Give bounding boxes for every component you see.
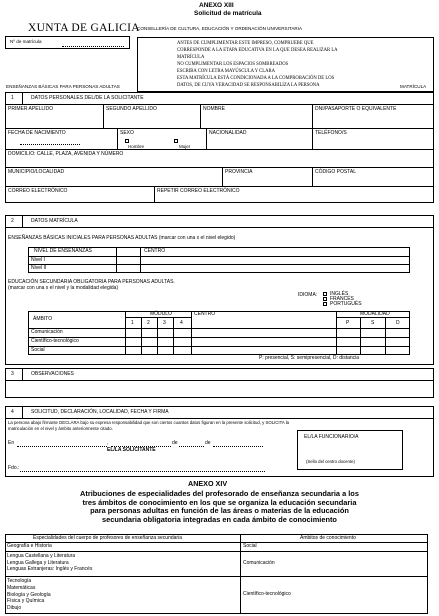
nivel-1-checkbox[interactable] [117, 257, 139, 264]
form-title: Solicitud de matrícula [194, 10, 262, 17]
conselleria-label: CONSELLERÍA DE CULTURA, EDUCACIÓN Y ORDENACIÓN UNIVERSITARIA [137, 26, 303, 31]
annex-xiv-col1-header: Especialidades del cuerpo de profesores de enseñanza secundaria [33, 535, 182, 541]
segundo-apellido-field[interactable]: SEGUNDO APELLIDO [106, 106, 157, 112]
domicilio-field[interactable]: DOMICILIO: CALLE, PLAZA, AVENIDA Y NÚMERO [8, 151, 124, 157]
frances-label: FRANCÉS [330, 296, 354, 302]
primer-apellido-field[interactable]: PRIMER APELLIDO [8, 106, 54, 112]
table-row-2-specs: Lengua Castellana y Literatura Lengua Gallega y Literatura Lenguas Extranjeras: Inglés y Francés [7, 553, 93, 572]
matricula-number-label: Nº de matrícula [10, 39, 42, 44]
frances-checkbox[interactable] [323, 297, 327, 301]
portugues-label: PORTUGUÉS [330, 301, 362, 307]
table-row-1-spec: Geografía e Historia [7, 543, 52, 549]
modalidad-p: P [346, 320, 350, 326]
el-solicitante-label: EL/LA SOLICITANTE [107, 447, 156, 453]
modulo-2: 2 [147, 320, 150, 326]
modulo-1: 1 [131, 320, 134, 326]
nivel-ensenanzas-header: NIVEL DE ENSEÑANZAS [34, 248, 92, 254]
funcionario-label: EL/LA FUNCIONARIO/A [304, 434, 359, 440]
dni-field[interactable]: DNI/PASAPORTE O EQUIVALENTE [315, 106, 397, 112]
mujer-checkbox[interactable] [174, 139, 178, 143]
ambito-header: ÁMBITO [33, 316, 53, 322]
provincia-field[interactable]: PROVINCIA [225, 169, 253, 175]
sexo-label: SEXO [120, 130, 134, 136]
annex-xiii-label: ANEXO XIII [199, 2, 234, 9]
modalidad-header: MODALIDAD [360, 311, 390, 317]
de-label-2: de [205, 440, 211, 446]
table-row-2-ambito: Comunicación [243, 560, 275, 566]
hombre-checkbox[interactable] [125, 139, 129, 143]
modalidad-d: D [396, 320, 400, 326]
anio-input[interactable] [213, 446, 263, 447]
fdo-label: Fdo.: [8, 465, 20, 471]
ambito-social: Social [31, 347, 45, 353]
section-3-number: 3 [11, 371, 14, 377]
mujer-label: Mujer [179, 144, 191, 149]
nivel-2-checkbox[interactable] [117, 265, 139, 272]
nivel-2-label: Nivel II [31, 265, 47, 271]
fecha-nacimiento-input[interactable] [20, 139, 80, 145]
firma-input[interactable] [20, 471, 265, 472]
centro-header-2: CENTRO [194, 311, 216, 317]
matricula-label: MATRÍCULA [400, 84, 427, 89]
portugues-checkbox[interactable] [323, 302, 327, 306]
section-2-title: DATOS MATRÍCULA [31, 218, 78, 224]
comma-label: , [107, 440, 109, 446]
table-row-1-ambito: Social [243, 543, 257, 549]
fecha-nacimiento-field[interactable]: FECHA DE NACIMIENTO [8, 130, 66, 136]
annex-xiv-label: ANEXO XIV [188, 479, 228, 488]
modulo-3: 3 [163, 320, 166, 326]
xunta-logo-text: XUNTA DE GALICIA [28, 22, 140, 34]
sello-label: (Sello del centro docente) [306, 459, 355, 464]
repetir-correo-field[interactable]: REPETIR CORREO ELECTRÓNICO [157, 188, 240, 194]
notice-text: ANTES DE CUMPLIMENTAR ESTE IMPRESO, COMPRUEBE QUE CORRESPONDE A LA ETAPA EDUCATIVA EN LA QUE DESEA REALIZAR LA MATRÍCULA NO CUMPLIMENTAR LOS ESPACIOS SOMBREADOS ESCRIBA CON LETRA MAYÚSCULA Y CLARA ESTA MATRÍCULA ESTÁ CONDICIONADA A LA COMPROBACIÓN DE LOS DATOS, DE CUYA VERACIDAD SE RESPONSABILIZA LA PERSONA [177, 41, 338, 88]
section-1-number: 1 [11, 95, 14, 101]
municipio-field[interactable]: MUNICIPIO/LOCALIDAD [8, 169, 65, 175]
annex-xiv-title: Atribuciones de especialidades del profesorado de enseñanza secundaria a los tres ámbitos de conocimiento en los que se organiza la educación secundaria para personas adultas en función de las áreas o materias de la educación secundaria obligatoria integradas en cada ámbito de conocimiento [80, 489, 359, 525]
nivel-1-label: Nivel I [31, 257, 45, 263]
localidad-input[interactable] [17, 446, 107, 447]
ambito-cientifico: Científico-tecnológico [31, 338, 79, 344]
modulo-4: 4 [180, 320, 183, 326]
ambito-comunicacion: Comunicación [31, 329, 63, 335]
section-1-title: DATOS PERSONALES DEL/DE LA SOLICITANTE [31, 95, 144, 101]
section-4-number: 4 [11, 409, 14, 415]
declaration-line-1: La persona abajo firmante DECLARA bajo su expresa responsabilidad que son ciertos cuantos datos figuran en la presente solicitud, y SOLICITA la [8, 420, 290, 425]
table-row-3-ambito: Científico-tecnológico [243, 591, 291, 597]
table-row-3-specs: Tecnología Matemáticas Biología y Geología Física y Química Dibujo [7, 578, 51, 612]
de-label-1: de [172, 440, 178, 446]
section-2-number: 2 [11, 218, 14, 224]
declaration-line-2: matriculación en el nivel y ámbito anteriormente citado. [8, 426, 113, 431]
ingles-checkbox[interactable] [323, 292, 327, 296]
eso-subtitle: (marcar con una x el nivel y la modalidad elegida) [8, 285, 119, 291]
ebi-title: ENSEÑANZAS BÁSICAS INICIALES PARA PERSONAS ADULTAS (marcar con una x el nivel elegido) [8, 235, 236, 241]
modulo-header: MÓDULO [150, 311, 172, 317]
modalidad-legend: P: presencial, S: semipresencial, D: distancia [259, 355, 360, 361]
eso-title: EDUCACIÓN SECUNDARIA OBLIGATORIA PARA PERSONAS ADULTAS. [8, 279, 175, 285]
nacionalidad-field[interactable]: NACIONALIDAD [209, 130, 247, 136]
codigo-postal-field[interactable]: CÓDIGO POSTAL [315, 169, 357, 175]
telefonos-field[interactable]: TELÉFONO/S [315, 130, 347, 136]
section-3-title: OBSERVACIONES [31, 371, 74, 377]
annex-xiv-col2-header: Ámbitos de conocimiento [300, 535, 356, 541]
en-label: En [8, 440, 15, 446]
hombre-label: Hombre [128, 144, 145, 149]
idioma-label: IDIOMA: [298, 292, 318, 298]
section-4-title: SOLICITUD, DECLARACIÓN, LOCALIDAD, FECHA Y FIRMA [31, 409, 169, 415]
ensenanzas-label: ENSEÑANZAS BÁSICAS PARA PERSONAS ADULTAS [6, 84, 120, 89]
mes-input[interactable] [179, 446, 204, 447]
nombre-field[interactable]: NOMBRE [203, 106, 225, 112]
centro-header: CENTRO [144, 248, 166, 254]
modalidad-s: S [371, 320, 375, 326]
annex-xiv-table [5, 534, 428, 614]
correo-field[interactable]: CORREO ELECTRÓNICO [8, 188, 68, 194]
matricula-number-field[interactable] [62, 42, 124, 47]
ingles-label: INGLÉS [330, 291, 349, 297]
